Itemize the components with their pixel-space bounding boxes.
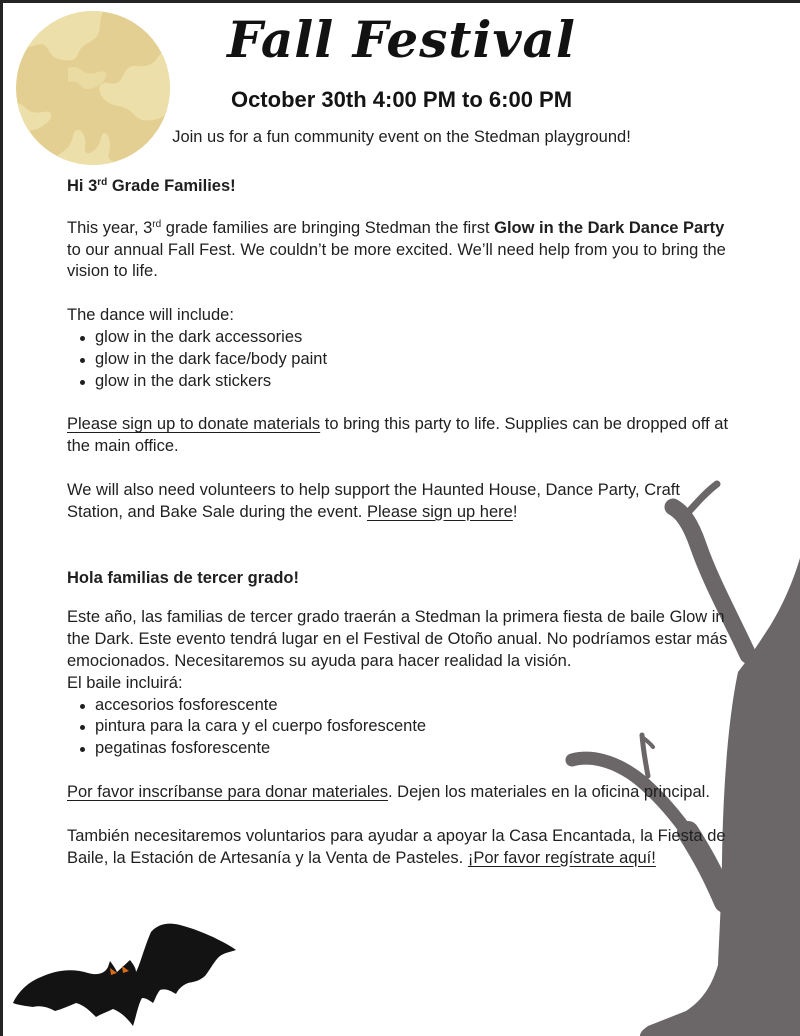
spanish-bullet-list bbox=[67, 695, 738, 760]
list-item: accesorios fosforescente bbox=[67, 695, 738, 717]
list-item: glow in the dark face/body paint bbox=[67, 349, 738, 371]
spanish-volunteer-paragraph: También necesitaremos voluntarios para ayudar a apoyar la Casa Encantada, la Fiesta de Baile, la Estación de Artesanía y la Venta de Pasteles. ¡Por favor regístrate aquí! bbox=[67, 826, 726, 867]
english-donate-paragraph: Please sign up to donate materials to bring this party to life. Supplies can be dropped off at the main office. bbox=[67, 415, 729, 456]
event-datetime: October 30th 4:00 PM to 6:00 PM bbox=[230, 87, 573, 112]
english-volunteer-paragraph: We will also need volunteers to help support the Haunted House, Dance Party, Craft Station, and Bake Sale during the event. Please sign up here! bbox=[67, 480, 680, 521]
list-item: glow in the dark accessories bbox=[67, 327, 738, 349]
volunteer-signup-link[interactable]: Please sign up here bbox=[366, 502, 513, 521]
spanish-intro-paragraph: Este año, las familias de tercer grado traerán a Stedman la primera fiesta de baile Glow in the Dark. Este evento tendrá lugar en el Festival de Otoño anual. No podríamos estar más emocionados. Necesitaremos su ayuda para hacer realidad la visión. bbox=[67, 608, 728, 670]
spanish-list-intro: El baile incluirá: bbox=[67, 673, 183, 692]
english-greeting: Hi 3rd Grade Families! bbox=[67, 177, 236, 195]
bat-icon bbox=[8, 920, 263, 1036]
donate-signup-link-es[interactable]: Por favor inscríbanse para donar materiales bbox=[67, 782, 388, 801]
english-bullet-list bbox=[67, 327, 738, 392]
donate-signup-link[interactable]: Please sign up to donate materials bbox=[67, 415, 321, 434]
list-item: pintura para la cara y el cuerpo fosforescente bbox=[67, 716, 738, 738]
english-intro-paragraph: This year, 3rd grade families are bringing Stedman the first Glow in the Dark Dance Party to our annual Fall Fest. We couldn’t be more excited. We’ll need help from you to bring the vision to life. bbox=[67, 218, 726, 281]
volunteer-signup-link-es[interactable]: ¡Por favor regístrate aquí! bbox=[467, 848, 656, 867]
spanish-greeting: Hola familias de tercer grado! bbox=[67, 568, 299, 587]
event-tagline: Join us for a fun community event on the Stedman playground! bbox=[172, 128, 631, 146]
list-item: pegatinas fosforescente bbox=[67, 738, 738, 760]
flyer-body bbox=[67, 172, 738, 869]
flyer-header bbox=[3, 3, 800, 147]
page-title: Fall Festival bbox=[227, 10, 576, 69]
list-item: glow in the dark stickers bbox=[67, 371, 738, 393]
english-list-intro: The dance will include: bbox=[67, 306, 234, 325]
spanish-donate-paragraph: Por favor inscríbanse para donar materiales. Dejen los materiales en la oficina principal. bbox=[67, 782, 710, 801]
